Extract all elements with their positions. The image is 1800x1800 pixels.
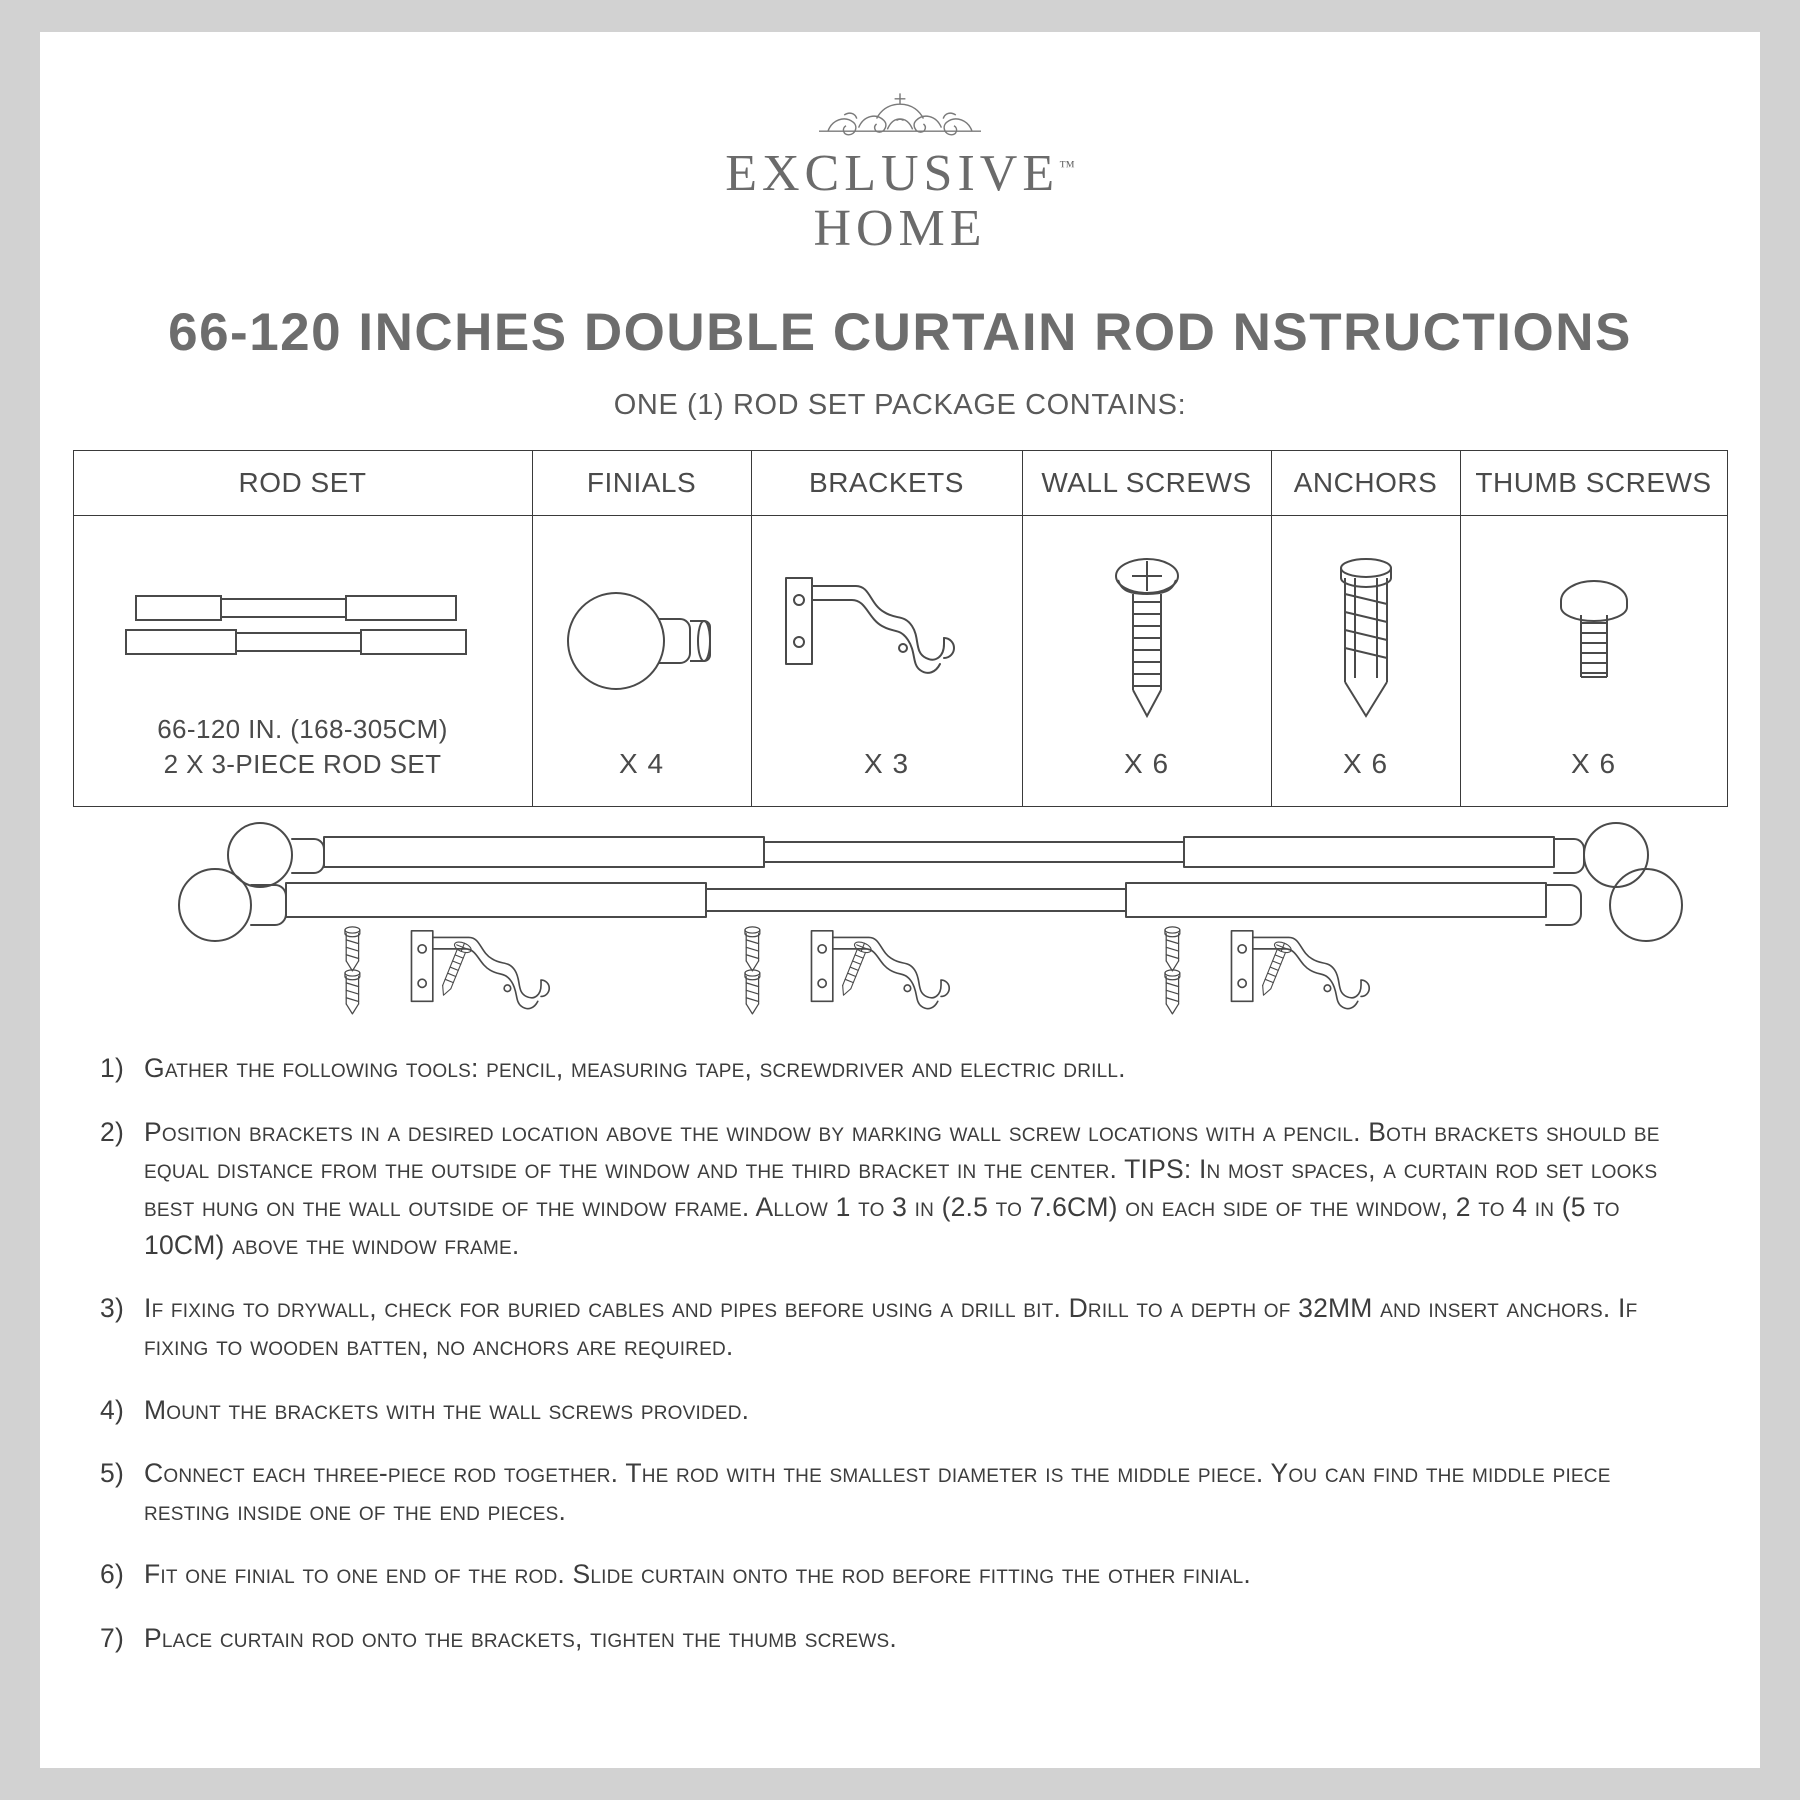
trademark-symbol: ™ <box>1059 158 1075 176</box>
brackets-quantity: X 3 <box>863 748 910 780</box>
instruction-step-3 <box>100 1290 1700 1365</box>
brand-subname: HOME <box>813 200 987 258</box>
column-header-thumb-screws: THUMB SCREWS <box>1460 451 1727 516</box>
parts-table <box>73 450 1728 807</box>
column-header-brackets: BRACKETS <box>751 451 1022 516</box>
brand-name-text: EXCLUSIVE <box>725 145 1060 202</box>
table-header-row <box>73 451 1727 516</box>
cell-finials <box>532 516 751 807</box>
cell-rod-set <box>73 516 532 807</box>
instruction-step-1 <box>100 1050 1700 1088</box>
page-title: 66-120 INCHES DOUBLE CURTAIN ROD NSTRUCTIONS <box>168 303 1632 363</box>
step-number: 5) <box>100 1458 124 1489</box>
step-text: Place curtain rod onto the brackets, tighten the thumb screws. <box>144 1623 897 1654</box>
instruction-step-2 <box>100 1114 1700 1265</box>
cell-anchors <box>1271 516 1460 807</box>
step-number: 6) <box>100 1559 124 1590</box>
decorative-scroll-ornament-icon <box>765 88 1035 142</box>
brand-header <box>40 32 1760 256</box>
assembled-double-rod-diagram-icon <box>100 813 1700 1043</box>
step-number: 3) <box>100 1293 124 1324</box>
column-header-finials: FINIALS <box>532 451 751 516</box>
column-header-rod-set: ROD SET <box>73 451 532 516</box>
step-text: Position brackets in a desired location above the window by marking wall screw locations with a pencil. Both brackets should be equal distance from the outside of the window and the third bracket in the center. TIPS: In most spaces, a curtain rod set looks best hung on the wall outside of the window frame. Allow 1 to 3 in (2.5 to 7.6CM) on each side of the window, 2 to 4 in (5 to 10CM) above the window frame. <box>144 1116 1660 1260</box>
cell-brackets <box>751 516 1022 807</box>
step-number: 7) <box>100 1623 124 1654</box>
step-text: Connect each three-piece rod together. The rod with the smallest diameter is the middle piece. You can find the middle piece resting inside one of the end pieces. <box>144 1458 1611 1526</box>
step-text: Mount the brackets with the wall screws provided. <box>144 1394 750 1425</box>
wall-anchor-icon <box>1311 554 1421 729</box>
finial-ball-icon <box>554 571 729 711</box>
page-subtitle: ONE (1) ROD SET PACKAGE CONTAINS: <box>613 389 1187 422</box>
column-header-wall-screws: WALL SCREWS <box>1022 451 1271 516</box>
brand-name <box>40 146 1760 201</box>
bracket-icon <box>772 566 1002 716</box>
step-number: 1) <box>100 1053 124 1084</box>
step-number: 4) <box>100 1394 124 1425</box>
finials-quantity: X 4 <box>618 748 665 780</box>
instructions-list <box>100 1050 1700 1658</box>
rod-set-icon <box>118 568 488 678</box>
thumb-screws-quantity: X 6 <box>1570 748 1617 780</box>
instruction-step-5 <box>100 1455 1700 1530</box>
assembly-diagram <box>100 813 1700 1048</box>
instruction-sheet <box>40 32 1760 1768</box>
step-text: Gather the following tools: pencil, measuring tape, screwdriver and electric drill. <box>144 1053 1126 1084</box>
table-content-row <box>73 516 1727 807</box>
anchors-quantity: X 6 <box>1342 748 1389 780</box>
instruction-step-4 <box>100 1392 1700 1430</box>
rod-set-description <box>157 712 448 788</box>
rod-set-desc-line2: 2 X 3-PIECE ROD SET <box>163 749 442 780</box>
instruction-step-7 <box>100 1620 1700 1658</box>
wall-screws-quantity: X 6 <box>1123 748 1170 780</box>
cell-wall-screws <box>1022 516 1271 807</box>
thumb-screw-icon <box>1539 571 1649 711</box>
instruction-step-6 <box>100 1556 1700 1594</box>
rod-set-desc-line1: 66-120 IN. (168-305CM) <box>157 714 448 745</box>
wall-screw-icon <box>1087 554 1207 729</box>
step-text: If fixing to drywall, check for buried cables and pipes before using a drill bit. Drill to a depth of 32MM and insert anchors. If fixing to wooden batten, no anchors are required. <box>144 1293 1638 1361</box>
column-header-anchors: ANCHORS <box>1271 451 1460 516</box>
cell-thumb-screws <box>1460 516 1727 807</box>
step-number: 2) <box>100 1116 124 1147</box>
step-text: Fit one finial to one end of the rod. Slide curtain onto the rod before fitting the other finial. <box>144 1559 1251 1590</box>
